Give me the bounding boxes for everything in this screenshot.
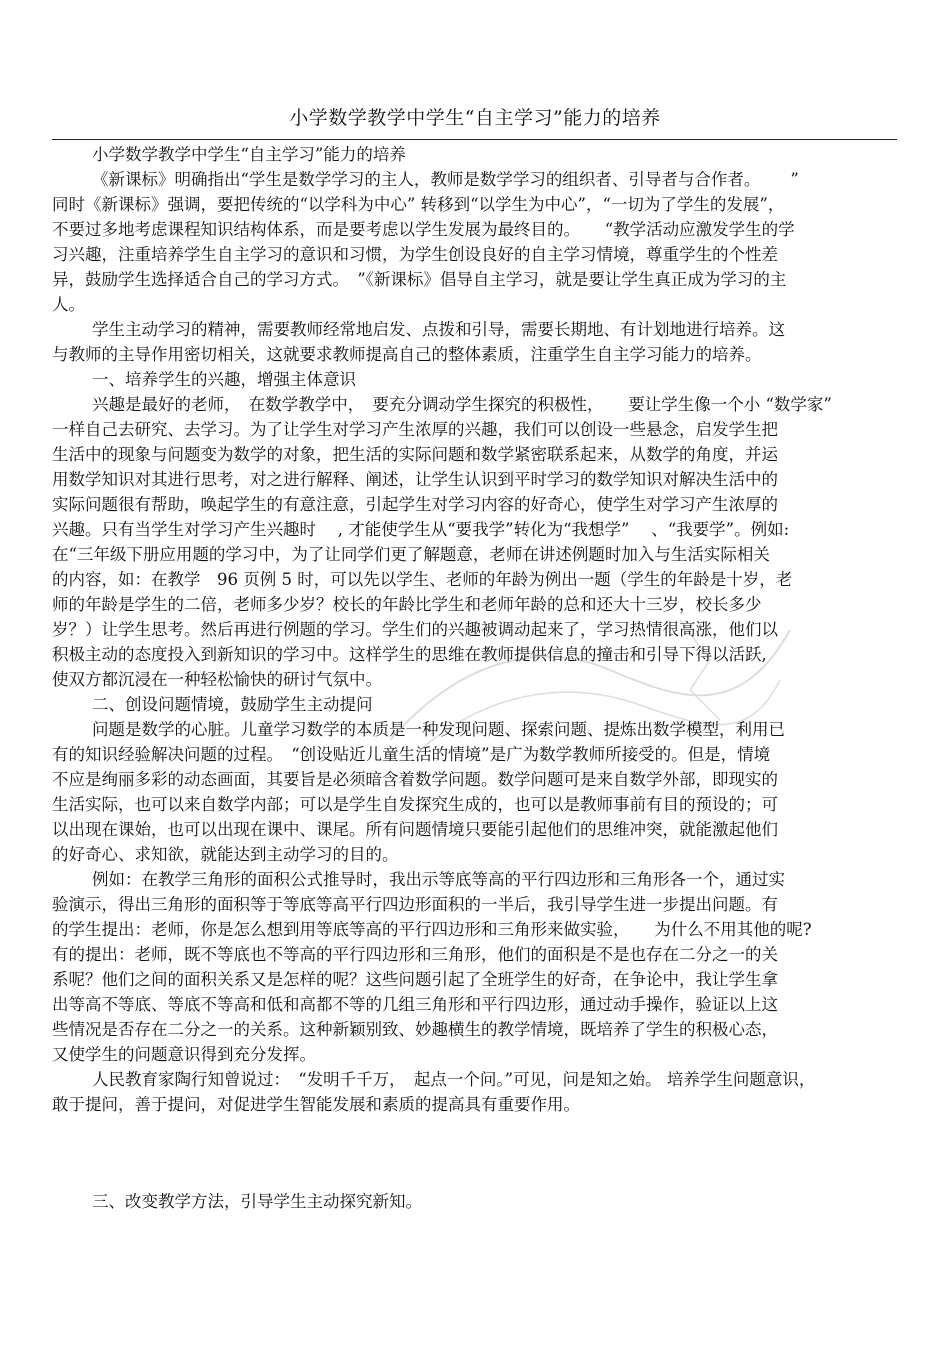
line-26: 不应是绚丽多彩的动态画面，其要旨是必须暗含着数学问题。数学问题可是来自数学外部，即现实的 (52, 770, 778, 789)
line-38: 人民教育家陶行知曾说过： “发明千千万， 起点一个问。”可见，问是知之始。 培养学生问题意识， (92, 1070, 816, 1089)
line-39: 敢于提问，善于提问，对促进学生智能发展和素质的提高具有重要作用。 (52, 1095, 580, 1114)
line-35: 出等高不等底、等底不等高和低和高都不等的几组三角形和平行四边形，通过动手操作，验证以上这 (52, 995, 778, 1014)
line-21: 积极主动的态度投入到新知识的学习中。这样学生的思维在教师提供信息的撞击和引导下得以活跃, (52, 645, 767, 664)
line-20: 岁？）让学生思考。然后再进行例题的学习。学生们的兴趣被调动起来了，学习热情很高涨，他们以 (52, 620, 778, 639)
line-18: 的内容，如：在教学 96 页例 5 时，可以先以学生、老师的年龄为例出一题（学生的年龄是十岁，老 (52, 570, 793, 589)
line-37: 又使学生的问题意识得到充分发挥。 (52, 1045, 316, 1064)
line-25: 有的知识经验解决问题的过程。 “创设贴近儿童生活的情境”是广为数学教师所接受的。但是，情境 (52, 745, 771, 764)
line-14: 用数学知识对其进行思考，对之进行解释、阐述，让学生认识到平时学习的数学知识对解决生活中的 (52, 470, 778, 489)
line-16: 兴趣。只有当学生对学习产生兴趣时 , 才能使学生从“要我学”转化为“我想学” 、“我要学”。例如: (52, 520, 790, 539)
line-12: 一样自己去研究、去学习。为了让学生对学习产生浓厚的兴趣，我们可以创设一些悬念，启发学生把 (52, 420, 778, 439)
section-heading-1: 一、培养学生的兴趣，增强主体意识 (92, 370, 356, 389)
line-4: 不要过多地考虑课程知识结构体系，而是要考虑以学生发展为最终目的。 “教学活动应激发学生的学 (52, 220, 795, 239)
line-3: 同时《新课标》强调，要把传统的“以学科为中心” 转移到“以学生为中心”，“一切为了学生的发展”， (52, 195, 785, 214)
section-heading-3: 三、改变教学方法，引导学生主动探究新知。 (92, 1192, 422, 1211)
line-15: 实际问题很有帮助，唤起学生的有意注意，引起学生对学习内容的好奇心，使学生对学习产生浓厚的 (52, 495, 778, 514)
line-24: 问题是数学的心脏。儿童学习数学的本质是一种发现问题、探索问题、提炼出数学模型，利用已 (92, 720, 785, 739)
line-1: 小学数学教学中学生“自主学习”能力的培养 (92, 145, 406, 164)
line-11: 兴趣是最好的老师， 在数学教学中， 要充分调动学生探究的积极性， 要让学生像一个小 “数学家” (92, 395, 832, 414)
line-13: 生活中的现象与问题变为数学的对象，把生活的实际问题和数学紧密联系起来，从数学的角度，并运 (52, 445, 778, 464)
line-30: 例如：在教学三角形的面积公式推导时，我出示等底等高的平行四边形和三角形各一个，通过实 (92, 870, 785, 889)
line-17: 在“三年级下册应用题的学习中，为了让同学们更了解题意，老师在讲述例题时加入与生活实际相关 (52, 545, 770, 564)
line-31: 验演示，得出三角形的面积等于等底等高平行四边形面积的一半后，我引导学生进一步提出问题。有 (52, 895, 778, 914)
line-33: 有的提出：老师，既不等底也不等高的平行四边形和三角形，他们的面积是不是也存在二分之一的关 (52, 945, 778, 964)
line-5: 习兴趣，注重培养学生自主学习的意识和习惯，为学生创设良好的自主学习情境，尊重学生的个性差 (52, 245, 778, 264)
line-36: 些情况是否存在二分之一的关系。这种新颖别致、妙趣横生的教学情境，既培养了学生的积极心态， (52, 1020, 778, 1039)
line-9: 与教师的主导作用密切相关，这就要求教师提高自己的整体素质，注重学生自主学习能力的培养。 (52, 345, 762, 364)
page-title: 小学数学教学中学生“自主学习”能力的培养 (289, 107, 661, 129)
line-22: 使双方都沉浸在一种轻松愉快的研讨气氛中。 (52, 670, 382, 689)
title-divider (52, 139, 897, 140)
line-6: 异，鼓励学生选择适合自己的学习方式。 ”《新课标》倡导自主学习，就是要让学生真正成为学习的主 (52, 270, 787, 289)
line-19: 师的年龄是学生的二倍，老师多少岁？校长的年龄比学生和老师年龄的总和还大十三岁，校长多少 (52, 595, 762, 614)
line-7: 人。 (52, 295, 85, 314)
line-34: 系呢？他们之间的面积关系又是怎样的呢？这些问题引起了全班学生的好奇，在争论中，我让学生拿 (52, 970, 778, 989)
line-28: 以出现在课始，也可以出现在课中、课尾。所有问题情境只要能引起他们的思维冲突，就能激起他们 (52, 820, 778, 839)
line-2: 《新课标》明确指出“学生是数学学习的主人，教师是数学学习的组织者、引导者与合作者。 ” (92, 170, 799, 189)
line-29: 的好奇心、求知欲，就能达到主动学习的目的。 (52, 845, 399, 864)
section-heading-2: 二、创设问题情境，鼓励学生主动提问 (92, 695, 373, 714)
line-32: 的学生提出：老师，你是怎么想到用等底等高的平行四边形和三角形来做实验， 为什么不用其他的呢? (52, 920, 812, 939)
line-27: 生活实际，也可以来自数学内部；可以是学生自发探究生成的，也可以是教师事前有目的预设的；可 (52, 795, 778, 814)
line-8: 学生主动学习的精神，需要教师经常地启发、点拨和引导，需要长期地、有计划地进行培养。这 (92, 320, 785, 339)
